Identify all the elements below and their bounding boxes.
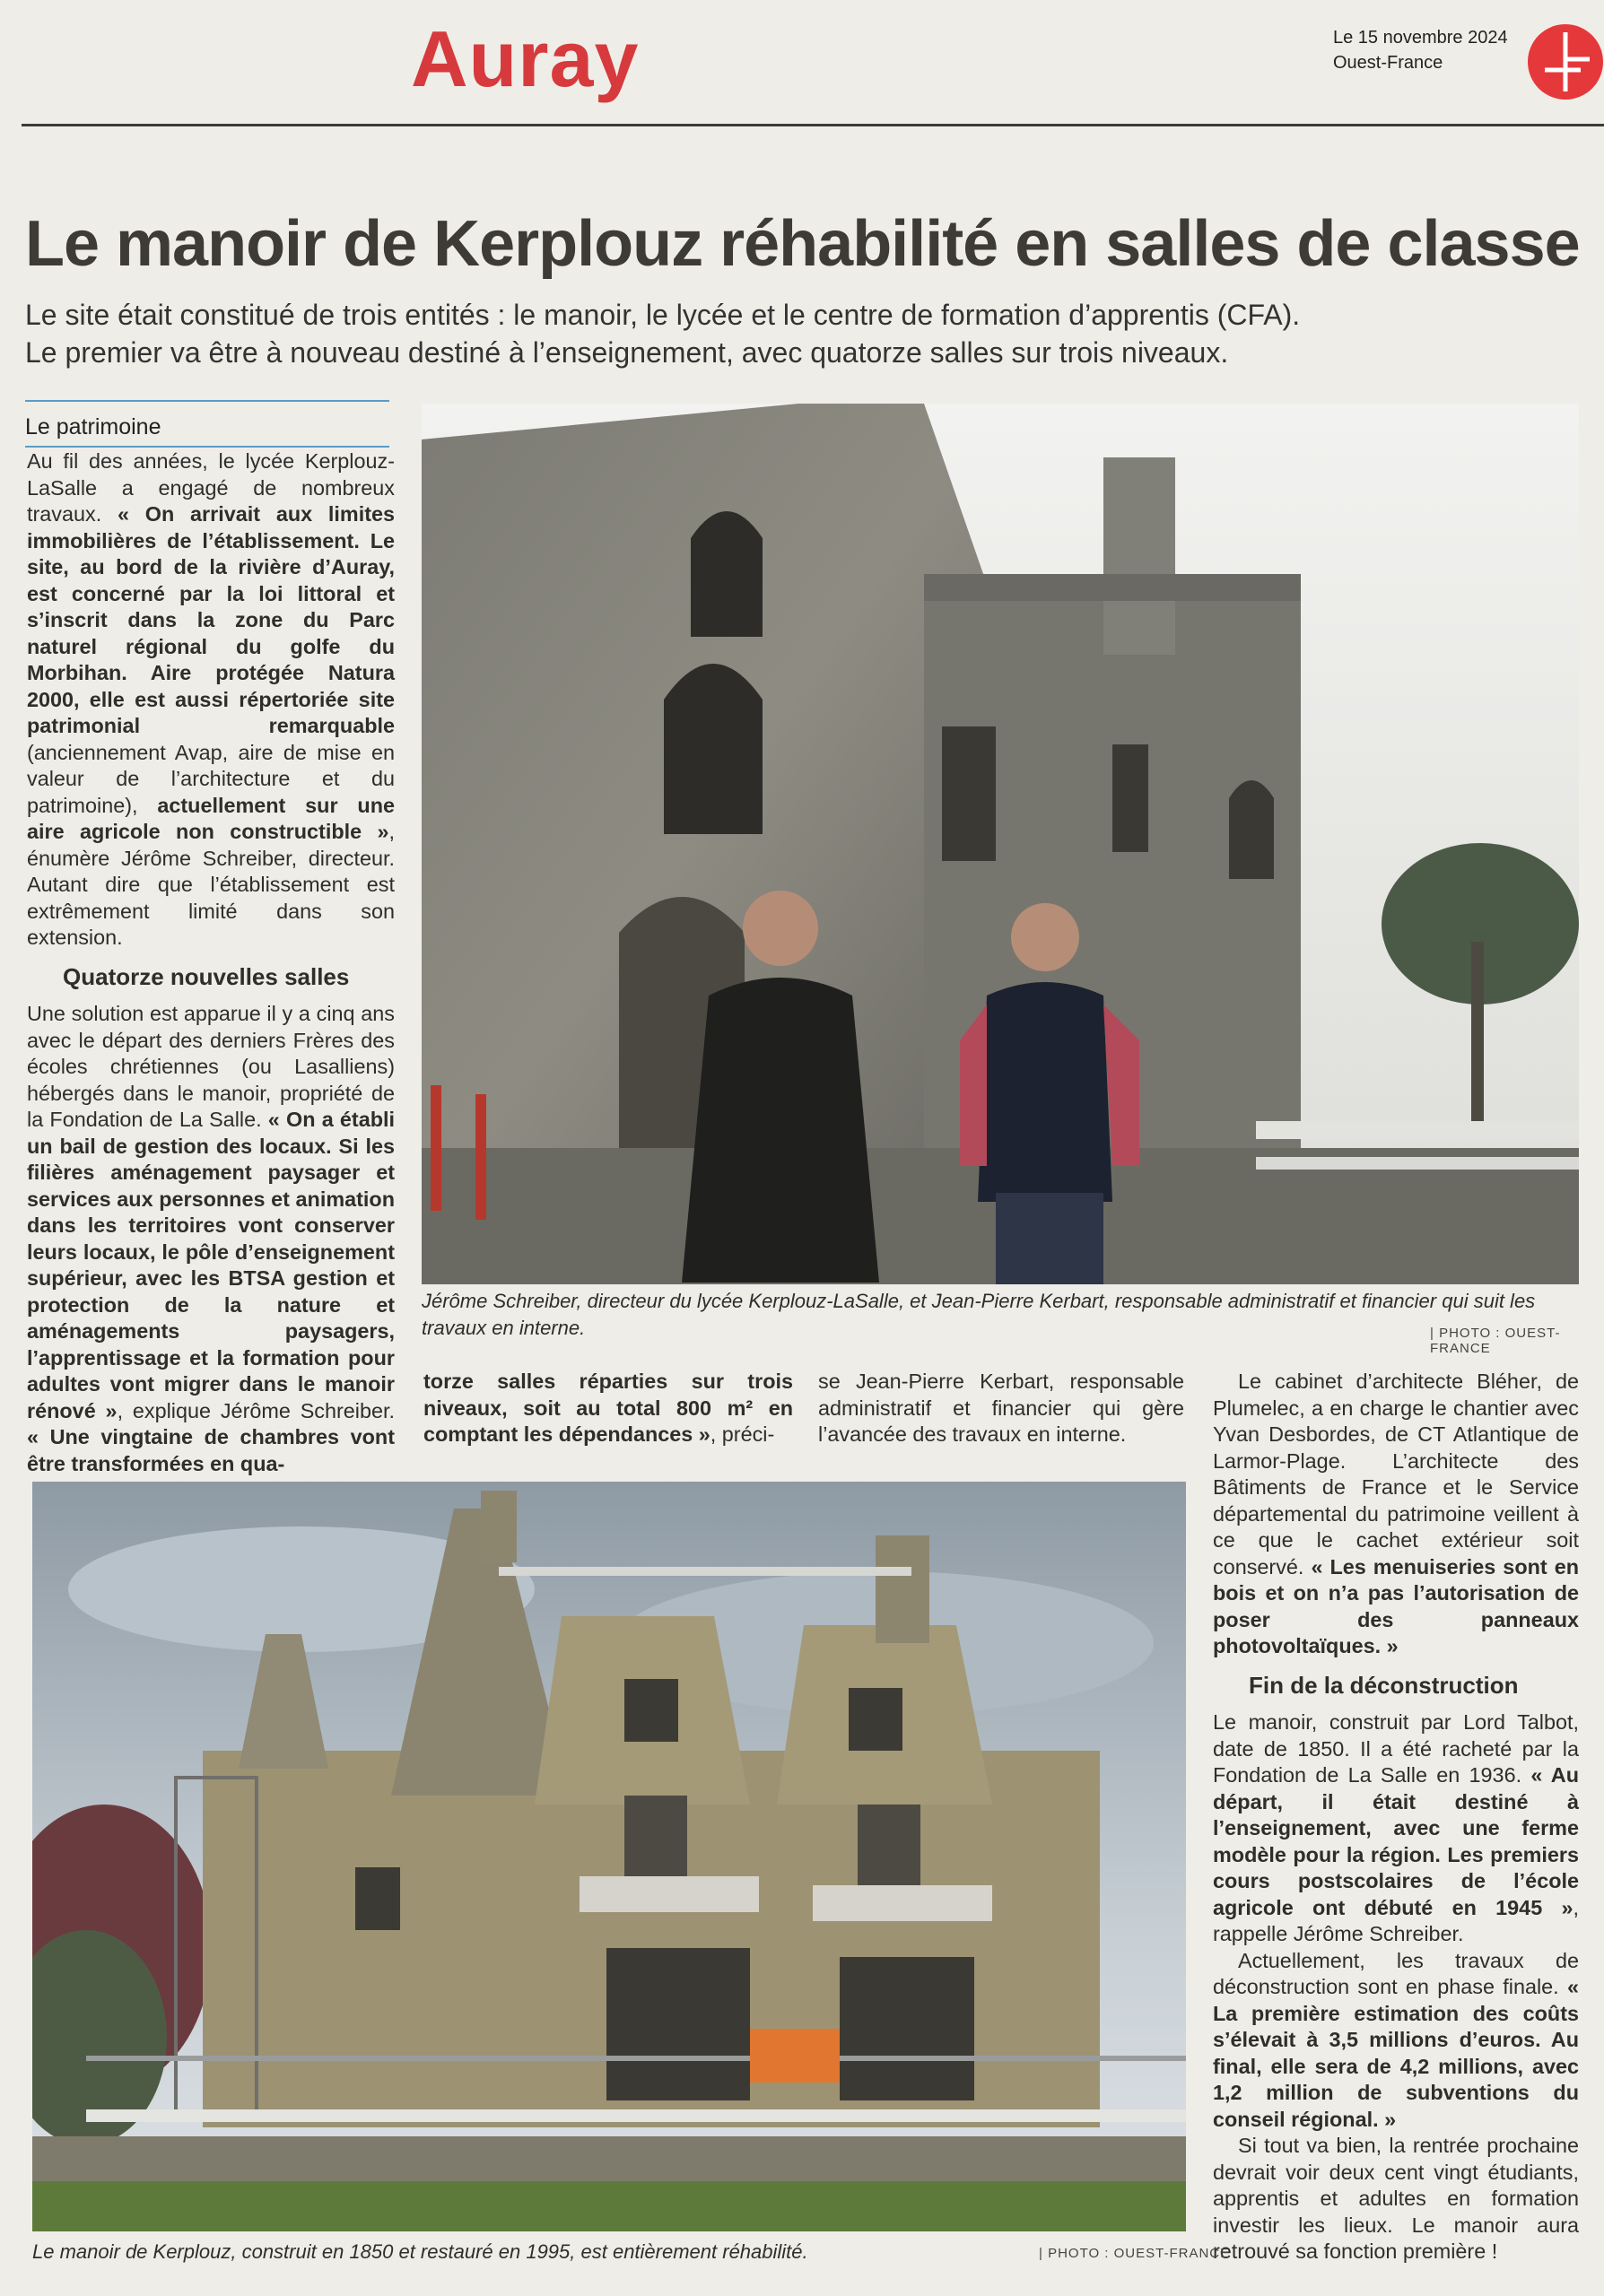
standfirst-line: Le premier va être à nouveau destiné à l’enseignement, avec quatorze salles sur trois niveaux. bbox=[25, 336, 1229, 369]
text-run: , énumère Jérôme Schreiber, directeur. Autant dire que l’établissement est extrêmement limité dans son extension. bbox=[27, 820, 395, 949]
text-run: Le manoir, construit par Lord Talbot, date de 1850. Il a été racheté par la Fondation de La Salle en 1936. bbox=[1213, 1710, 1579, 1787]
ouest-france-logo-icon bbox=[1527, 23, 1604, 100]
text-run: se Jean-Pierre Kerbart, responsable administratif et financier qui gère l’avancée des travaux en interne. bbox=[818, 1370, 1184, 1446]
text-run: Actuellement, les travaux de déconstruction sont en phase finale. bbox=[1213, 1948, 1579, 1998]
section-title: Auray bbox=[411, 14, 640, 103]
paragraph bbox=[27, 448, 395, 952]
quote-run: « La première estimation des coûts s’élevait à 3,5 millions d’euros. Au final, elle sera de 4,2 millions, avec 1,2 million de subventions du conseil régional. » bbox=[1213, 1975, 1579, 2131]
paragraph bbox=[818, 1369, 1184, 1448]
rubric-box bbox=[25, 400, 389, 448]
text-run: (anciennement Avap, aire de mise en valeur de l’architecture et du patrimoine), bbox=[27, 740, 395, 817]
text-run: Une solution est apparue il y a cinq ans avec le départ des derniers Frères des écoles chrétiennes (ou Lasalliens) hébergés dans le manoir, propriété de la Fondation de La Salle. bbox=[27, 1002, 395, 1131]
publication-name: Ouest-France bbox=[1333, 53, 1443, 73]
article-column-4 bbox=[1213, 1369, 1579, 2266]
photo-credit: | PHOTO : OUEST-FRANCE bbox=[1039, 2246, 1231, 2261]
text-run: Si tout va bien, la rentrée prochaine devrait voir deux cent vingt étudiants, apprentis et adultes en formation investir les lieux. Le manoir aura retrouvé sa fonction première ! bbox=[1213, 2134, 1579, 2263]
publication-meta bbox=[1333, 25, 1508, 75]
standfirst bbox=[25, 296, 1586, 371]
paragraph bbox=[423, 1369, 793, 1448]
subheading: Fin de la déconstruction bbox=[1249, 1671, 1519, 1699]
paragraph bbox=[27, 1001, 395, 1477]
photo-manor-directors bbox=[422, 404, 1579, 1284]
article-column-2 bbox=[423, 1369, 793, 1448]
header-rule bbox=[22, 124, 1604, 126]
quote-run: « On arrivait aux limites immobilières de l’établissement. Le site, au bord de la rivière d’Auray, est concerné par la loi littoral et s’inscrit dans la zone du Parc naturel régional du golfe du Morbihan. Aire protégée Natura 2000, elle est aussi répertoriée site patrimonial remarquable bbox=[27, 502, 395, 737]
quote-run: torze salles réparties sur trois niveaux, soit au total 800 m² en comptant les dépendances » bbox=[423, 1370, 793, 1446]
standfirst-line: Le site était constitué de trois entités : le manoir, le lycée et le centre de formation d’apprentis (CFA). bbox=[25, 299, 1301, 331]
text-run: Au fil des années, le lycée Kerplouz-LaSalle a engagé de nombreux travaux. bbox=[27, 449, 395, 526]
quote-run: actuellement sur une aire agricole non constructible » bbox=[27, 793, 395, 843]
text-run: , préci- bbox=[710, 1422, 775, 1446]
publication-date: Le 15 novembre 2024 bbox=[1333, 28, 1508, 48]
photo-caption: Jérôme Schreiber, directeur du lycée Kerplouz-LaSalle, et Jean-Pierre Kerbart, responsable administratif et financier qui suit les travaux en interne. bbox=[422, 1290, 1536, 1339]
quote-run: « On a établi un bail de gestion des locaux. Si les filières aménagement paysager et services aux personnes et animation dans les territoires vont conserver leurs locaux, le pôle d’enseignement supérieur, avec les BTSA gestion et protection de la nature et aménagements paysagers, l’apprentissage et la formation pour adultes vont migrer dans le manoir rénové » bbox=[27, 1108, 395, 1422]
quote-run: « Les menuiseries sont en bois et on n’a pas l’autorisation de poser des panneaux photovoltaïques. » bbox=[1213, 1554, 1579, 1657]
photo-caption: Le manoir de Kerplouz, construit en 1850 et restauré en 1995, est entièrement réhabilité. bbox=[32, 2240, 808, 2263]
headline: Le manoir de Kerplouz réhabilité en salles de classe bbox=[25, 208, 1580, 280]
article-column-1 bbox=[27, 448, 395, 1477]
subheading: Quatorze nouvelles salles bbox=[63, 962, 350, 990]
paragraph bbox=[1213, 1709, 1579, 1948]
text-run: Le cabinet d’architecte Bléher, de Plumelec, a en charge le chantier avec Yvan Desbordes, de CT Atlantique de Larmor-Plage. L’architecte des Bâtiments de France et le Service départemental du patrimoine veillent à ce que le cachet extérieur soit conservé. bbox=[1213, 1370, 1579, 1578]
paragraph bbox=[1213, 1369, 1579, 1660]
rubric-label: Le patrimoine bbox=[25, 414, 161, 439]
text-run: , rappelle Jérôme Schreiber. bbox=[1213, 1895, 1579, 1945]
paragraph bbox=[1213, 2133, 1579, 2266]
photo-manor-exterior bbox=[32, 1482, 1186, 2231]
quote-run: « Une vingtaine de chambres vont être transformées en qua- bbox=[27, 1425, 395, 1475]
paragraph bbox=[1213, 1948, 1579, 2134]
text-run: , explique Jérôme Schreiber. bbox=[117, 1398, 396, 1422]
photo-credit: | PHOTO : OUEST-FRANCE bbox=[1430, 1326, 1561, 1356]
rubric-bottom-rule bbox=[25, 446, 389, 448]
quote-run: « Au départ, il était destiné à l’enseignement, avec une ferme modèle pour la région. Les premiers cours postscolaires de l’école agricole ont débuté en 1945 » bbox=[1213, 1763, 1579, 1919]
article-column-3 bbox=[818, 1369, 1184, 1448]
